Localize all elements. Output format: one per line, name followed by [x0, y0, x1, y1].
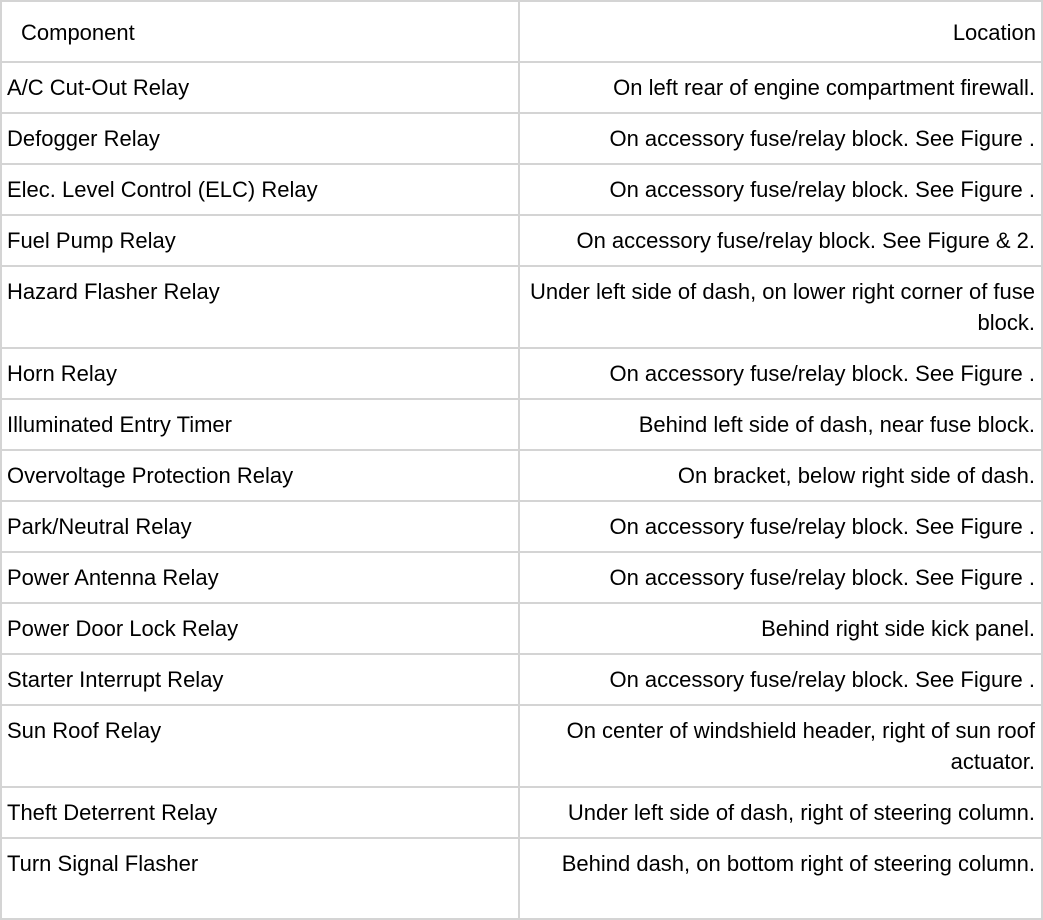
component-cell: Park/Neutral Relay: [1, 501, 519, 552]
location-cell: On left rear of engine compartment firewall.: [519, 62, 1042, 113]
table-row: [1, 838, 1042, 919]
location-cell: Behind right side kick panel.: [519, 603, 1042, 654]
location-cell: On accessory fuse/relay block. See Figure .: [519, 164, 1042, 215]
table-row: [1, 113, 1042, 164]
component-cell: Power Door Lock Relay: [1, 603, 519, 654]
component-cell: Illuminated Entry Timer: [1, 399, 519, 450]
table-row: [1, 603, 1042, 654]
location-cell: Behind left side of dash, near fuse block.: [519, 399, 1042, 450]
table-header-row: [1, 1, 1042, 62]
table-row: [1, 654, 1042, 705]
location-column-header: Location: [519, 1, 1042, 62]
component-cell: Elec. Level Control (ELC) Relay: [1, 164, 519, 215]
component-cell: Power Antenna Relay: [1, 552, 519, 603]
component-column-header: Component: [1, 1, 519, 62]
table-row: [1, 399, 1042, 450]
location-cell: On accessory fuse/relay block. See Figure .: [519, 501, 1042, 552]
component-cell: Starter Interrupt Relay: [1, 654, 519, 705]
table-row: [1, 215, 1042, 266]
table-row: [1, 450, 1042, 501]
table-row: [1, 62, 1042, 113]
table-row: [1, 787, 1042, 838]
location-cell: On accessory fuse/relay block. See Figure .: [519, 113, 1042, 164]
table-row: [1, 552, 1042, 603]
location-cell: On accessory fuse/relay block. See Figure .: [519, 654, 1042, 705]
table-row: [1, 348, 1042, 399]
component-cell: Theft Deterrent Relay: [1, 787, 519, 838]
table-row: [1, 501, 1042, 552]
component-cell: Defogger Relay: [1, 113, 519, 164]
location-cell: Behind dash, on bottom right of steering column.: [519, 838, 1042, 919]
table-row: [1, 164, 1042, 215]
component-cell: Overvoltage Protection Relay: [1, 450, 519, 501]
location-cell: Under left side of dash, on lower right corner of fuse block.: [519, 266, 1042, 348]
location-cell: On center of windshield header, right of sun roof actuator.: [519, 705, 1042, 787]
table-row: [1, 705, 1042, 787]
component-cell: A/C Cut-Out Relay: [1, 62, 519, 113]
location-cell: Under left side of dash, right of steering column.: [519, 787, 1042, 838]
table-row: [1, 266, 1042, 348]
component-cell: Horn Relay: [1, 348, 519, 399]
component-cell: Fuel Pump Relay: [1, 215, 519, 266]
component-cell: Turn Signal Flasher: [1, 838, 519, 919]
location-cell: On accessory fuse/relay block. See Figure & 2.: [519, 215, 1042, 266]
component-cell: Hazard Flasher Relay: [1, 266, 519, 348]
location-cell: On accessory fuse/relay block. See Figure .: [519, 348, 1042, 399]
location-cell: On bracket, below right side of dash.: [519, 450, 1042, 501]
location-cell: On accessory fuse/relay block. See Figure .: [519, 552, 1042, 603]
component-cell: Sun Roof Relay: [1, 705, 519, 787]
